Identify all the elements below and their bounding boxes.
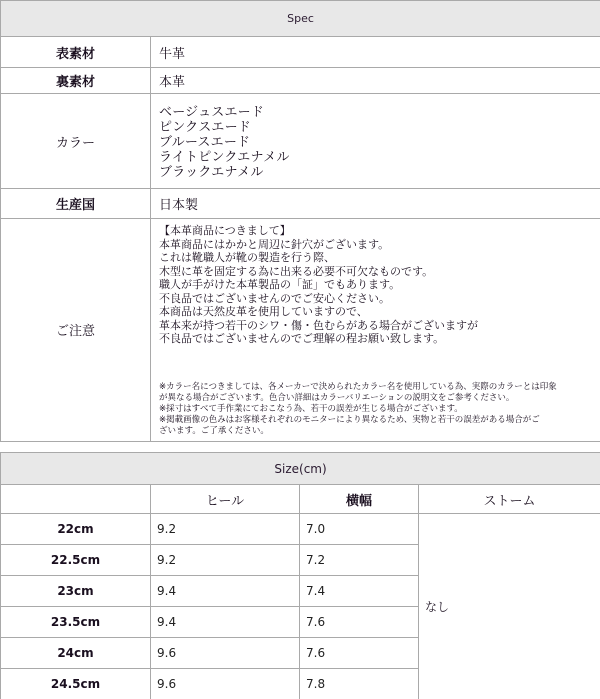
color-option: ブルースエード xyxy=(159,134,251,150)
spec-row-origin xyxy=(1,189,600,219)
size-label: 22cm xyxy=(1,514,151,545)
origin-label: 生産国 xyxy=(1,189,151,219)
size-label: 23cm xyxy=(1,576,151,607)
fine-print-line: ざいます。ご了承ください。 xyxy=(159,425,269,436)
size-title: Size(cm) xyxy=(1,453,600,485)
width-value: 7.6 xyxy=(300,638,419,669)
heel-value: 9.4 xyxy=(151,576,300,607)
notes-line: 不良品ではございませんのでご理解の程お願い致します。 xyxy=(159,332,445,345)
spec-title: Spec xyxy=(1,1,600,37)
width-value: 7.0 xyxy=(300,514,419,545)
spec-row-color xyxy=(1,94,600,189)
color-option: ピンクスエード xyxy=(159,119,252,135)
heel-value: 9.4 xyxy=(151,607,300,638)
size-label: 23.5cm xyxy=(1,607,151,638)
origin-value: 日本製 xyxy=(151,189,600,219)
size-col-width: 横幅 xyxy=(300,485,419,514)
heel-value: 9.6 xyxy=(151,638,300,669)
color-option: ブラックエナメル xyxy=(159,164,264,180)
notes-line: 木型に革を固定する為に出来る必要不可欠なものです。 xyxy=(159,264,434,278)
heel-value: 9.2 xyxy=(151,545,300,576)
notes-line: 不良品ではございませんのでご安心ください。 xyxy=(159,291,390,305)
spec-row-notes xyxy=(1,219,600,442)
notes-label: ご注意 xyxy=(1,219,151,442)
size-label: 24cm xyxy=(1,638,151,669)
size-table xyxy=(0,452,600,699)
fine-print-line: ※掲載画像の色みはお客様それぞれのモニターにより異なるため、実物と若干の誤差がある場合がご xyxy=(159,414,540,425)
color-option: ライトピンクエナメル xyxy=(159,149,290,165)
color-values xyxy=(151,94,600,189)
heel-value: 9.6 xyxy=(151,669,300,699)
notes-line: 職人が手がけた本革製品の「証」でもあります。 xyxy=(159,278,401,291)
inner-material-value: 本革 xyxy=(151,68,600,94)
notes-line: 【本革商品につきまして】 xyxy=(159,224,291,237)
spec-row-inner-material xyxy=(1,68,600,94)
fine-print-line: ※採寸はすべて手作業にておこなう為、若干の誤差が生じる場合がございます。 xyxy=(159,403,463,414)
size-label: 24.5cm xyxy=(1,669,151,699)
width-value: 7.8 xyxy=(300,669,419,699)
notes-line: 革本来が持つ若干のシワ・傷・色むらがある場合がございますが xyxy=(159,318,478,332)
fine-print-line: が異なる場合がございます。色合い詳細はカラーバリエーションの説明文をご参考ください。 xyxy=(159,392,515,403)
size-column-header-row xyxy=(1,485,600,514)
fine-print-line: ※カラー名につきましては、各メーカーで決められたカラー名を使用している為、実際のカラーとは印象 xyxy=(159,381,557,392)
color-label: カラー xyxy=(1,94,151,189)
size-label: 22.5cm xyxy=(1,545,151,576)
notes-fine-print xyxy=(159,382,594,437)
color-option: ベージュスエード xyxy=(159,104,265,120)
storm-value: なし xyxy=(419,514,600,699)
notes-content xyxy=(151,219,600,442)
notes-line: 本革商品にはかかと周辺に針穴がございます。 xyxy=(159,237,390,251)
heel-value: 9.2 xyxy=(151,514,300,545)
notes-line: これは靴職人が靴の製造を行う際、 xyxy=(159,251,335,264)
width-value: 7.6 xyxy=(300,607,419,638)
size-col-heel: ヒール xyxy=(151,485,300,514)
size-col-blank xyxy=(1,485,151,514)
outer-material-value: 牛革 xyxy=(151,37,600,68)
size-col-storm: ストーム xyxy=(419,485,600,514)
spec-row-outer-material xyxy=(1,37,600,68)
outer-material-label: 表素材 xyxy=(1,37,151,68)
width-value: 7.2 xyxy=(300,545,419,576)
size-row xyxy=(1,514,600,545)
notes-line: 本商品は天然皮革を使用していますので、 xyxy=(159,305,368,318)
width-value: 7.4 xyxy=(300,576,419,607)
inner-material-label: 裏素材 xyxy=(1,68,151,94)
notes-main-text xyxy=(159,224,594,346)
